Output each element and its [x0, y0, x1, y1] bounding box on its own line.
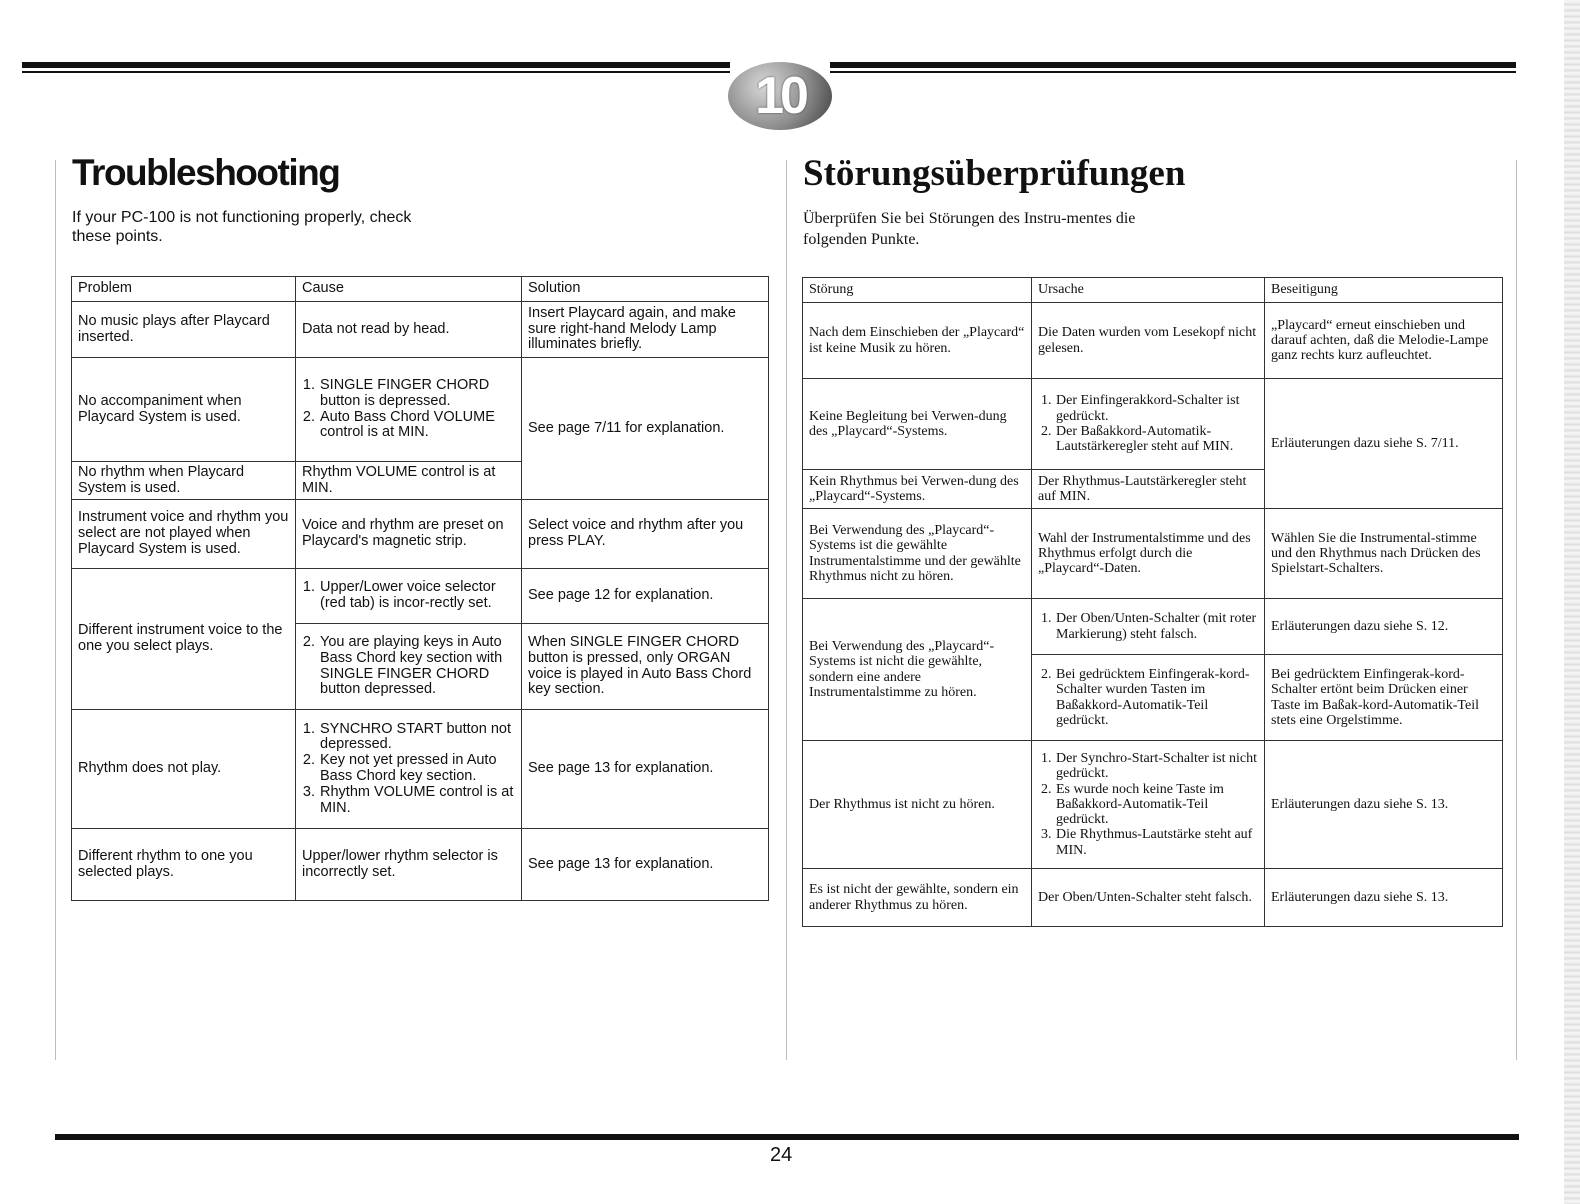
- cause-cell: [1032, 655, 1265, 741]
- table-row: [803, 869, 1503, 927]
- intro-german: Überprüfen Sie bei Störungen des Instru-mentes die folgenden Punkte.: [803, 210, 1136, 248]
- chapter-badge: [728, 62, 832, 130]
- problem-cell: No rhythm when Playcard System is used.: [72, 462, 296, 500]
- page-title-german: Störungsüberprüfungen: [803, 153, 1186, 194]
- solution-cell: When SINGLE FINGER CHORD button is pressed, only ORGAN voice is played in Auto Bass Chord key section.: [522, 624, 769, 710]
- table-row: [803, 303, 1503, 379]
- list-item: 2. Key not yet pressed in Auto Bass Chord key section.: [319, 753, 515, 785]
- problem-cell: Kein Rhythmus bei Verwen-dung des „Playcard“-Systems.: [803, 470, 1032, 509]
- cause-cell: [1032, 599, 1265, 655]
- problem-cell: Es ist nicht der gewählte, sondern ein anderer Rhythmus zu hören.: [803, 869, 1032, 927]
- problem-cell: Different instrument voice to the one you select plays.: [72, 569, 296, 710]
- list-item: 1. Der Oben/Unten-Schalter (mit roter Markierung) steht falsch.: [1055, 611, 1258, 642]
- cause-cell: Upper/lower rhythm selector is incorrectly set.: [296, 829, 522, 901]
- table-header-row: [72, 277, 769, 302]
- list-item: 1. SYNCHRO START button not depressed.: [319, 722, 515, 754]
- header-cause: Ursache: [1032, 278, 1265, 303]
- table-row: [803, 599, 1503, 655]
- header-problem: Problem: [72, 277, 296, 302]
- problem-cell: No music plays after Playcard inserted.: [72, 302, 296, 358]
- problem-cell: Der Rhythmus ist nicht zu hören.: [803, 741, 1032, 869]
- cause-cell: [296, 710, 522, 829]
- solution-cell: Bei gedrücktem Einfingerak-kord-Schalter ertönt beim Drücken einer Taste im Baßak-kord-Automatik-Teil stets eine Orgelstimme.: [1265, 655, 1503, 741]
- list-item: 1. Upper/Lower voice selector (red tab) is incor-rectly set.: [319, 580, 515, 612]
- cause-cell: [296, 358, 522, 462]
- cause-list: [1038, 667, 1258, 728]
- troubleshooting-table-german: [802, 277, 1503, 927]
- solution-cell: See page 12 for explanation.: [522, 569, 769, 624]
- cause-list: [302, 722, 515, 817]
- cause-cell: Data not read by head.: [296, 302, 522, 358]
- table-row: [803, 741, 1503, 869]
- table-row: [803, 509, 1503, 599]
- list-item: 1. SINGLE FINGER CHORD button is depressed.: [319, 378, 515, 410]
- chapter-number: 10: [755, 67, 805, 125]
- problem-cell: Nach dem Einschieben der „Playcard“ ist keine Musik zu hören.: [803, 303, 1032, 379]
- list-item: 1. Der Synchro-Start-Schalter ist nicht gedrückt.: [1055, 751, 1258, 782]
- list-item: 1. Der Einfingerakkord-Schalter ist gedrückt.: [1055, 393, 1258, 424]
- cause-list: [302, 378, 515, 441]
- list-item: 2. You are playing keys in Auto Bass Chord key section with SINGLE FINGER CHORD button depressed.: [319, 635, 515, 698]
- solution-cell: See page 13 for explanation.: [522, 710, 769, 829]
- problem-cell: Keine Begleitung bei Verwen-dung des „Playcard“-Systems.: [803, 379, 1032, 470]
- header-solution: Solution: [522, 277, 769, 302]
- problem-cell: Different rhythm to one you selected plays.: [72, 829, 296, 901]
- table-row: [72, 358, 769, 462]
- cause-cell: [296, 624, 522, 710]
- cause-cell: Voice and rhythm are preset on Playcard's magnetic strip.: [296, 500, 522, 569]
- solution-cell: See page 7/11 for explanation.: [522, 358, 769, 500]
- table-row: [72, 500, 769, 569]
- table-row: [803, 379, 1503, 470]
- list-item: 2. Bei gedrücktem Einfingerak-kord-Schalter wurden Tasten im Baßakkord-Automatik-Teil gedrückt.: [1055, 667, 1258, 728]
- solution-cell: Erläuterungen dazu siehe S. 13.: [1265, 741, 1503, 869]
- list-item: 2. Auto Bass Chord VOLUME control is at MIN.: [319, 410, 515, 442]
- cause-list: [1038, 393, 1258, 454]
- cause-cell: [296, 569, 522, 624]
- header-cause: Cause: [296, 277, 522, 302]
- problem-cell: Bei Verwendung des „Playcard“-Systems ist die gewählte Instrumentalstimme und der gewählte Rhythmus nicht zu hören.: [803, 509, 1032, 599]
- solution-cell: „Playcard“ erneut einschieben und darauf achten, daß die Melodie-Lampe ganz rechts kurz aufleuchtet.: [1265, 303, 1503, 379]
- bottom-rule: [55, 1134, 1519, 1140]
- intro-english: If your PC-100 is not functioning properly, check these points.: [72, 209, 412, 245]
- cause-list: [1038, 751, 1258, 858]
- solution-cell: Wählen Sie die Instrumental-stimme und den Rhythmus nach Drücken des Spielstart-Schalters.: [1265, 509, 1503, 599]
- solution-cell: Erläuterungen dazu siehe S. 12.: [1265, 599, 1503, 655]
- cause-cell: Wahl der Instrumentalstimme und des Rhythmus erfolgt durch die „Playcard“-Daten.: [1032, 509, 1265, 599]
- cause-cell: [1032, 379, 1265, 470]
- column-divider-left: [55, 160, 56, 1060]
- page-number: 24: [770, 1144, 793, 1166]
- top-rule-left-thin: [22, 71, 730, 73]
- solution-cell: Erläuterungen dazu siehe S. 13.: [1265, 869, 1503, 927]
- problem-cell: Rhythm does not play.: [72, 710, 296, 829]
- top-rule-right: [830, 62, 1516, 68]
- top-rule-right-thin: [830, 71, 1516, 73]
- problem-cell: No accompaniment when Playcard System is used.: [72, 358, 296, 462]
- troubleshooting-table-english: [71, 276, 769, 901]
- list-item: 2. Es wurde noch keine Taste im Baßakkord-Automatik-Teil gedrückt.: [1055, 782, 1258, 828]
- header-solution: Beseitigung: [1265, 278, 1503, 303]
- solution-cell: Select voice and rhythm after you press PLAY.: [522, 500, 769, 569]
- top-rule-left: [22, 62, 730, 68]
- cause-cell: Der Oben/Unten-Schalter steht falsch.: [1032, 869, 1265, 927]
- problem-cell: Bei Verwendung des „Playcard“-Systems ist nicht die gewählte, sondern eine andere Instrumentalstimme zu hören.: [803, 599, 1032, 741]
- cause-cell: Rhythm VOLUME control is at MIN.: [296, 462, 522, 500]
- list-item: 3. Rhythm VOLUME control is at MIN.: [319, 785, 515, 817]
- column-divider-right: [1516, 160, 1517, 1060]
- list-item: 2. Der Baßakkord-Automatik-Lautstärkeregler steht auf MIN.: [1055, 424, 1258, 455]
- table-header-row: [803, 278, 1503, 303]
- cause-cell: Die Daten wurden vom Lesekopf nicht gelesen.: [1032, 303, 1265, 379]
- cause-list: [1038, 611, 1258, 642]
- page-edge-shadow: [1564, 0, 1580, 1204]
- list-item: 3. Die Rhythmus-Lautstärke steht auf MIN.: [1055, 827, 1258, 858]
- solution-cell: Erläuterungen dazu siehe S. 7/11.: [1265, 379, 1503, 509]
- table-row: [72, 569, 769, 624]
- solution-cell: See page 13 for explanation.: [522, 829, 769, 901]
- page-title-english: Troubleshooting: [72, 152, 340, 193]
- cause-list: [302, 580, 515, 612]
- cause-list: [302, 635, 515, 698]
- solution-cell: Insert Playcard again, and make sure right-hand Melody Lamp illuminates briefly.: [522, 302, 769, 358]
- table-row: [72, 302, 769, 358]
- cause-cell: [1032, 741, 1265, 869]
- header-problem: Störung: [803, 278, 1032, 303]
- problem-cell: Instrument voice and rhythm you select are not played when Playcard System is used.: [72, 500, 296, 569]
- column-divider-center: [786, 160, 787, 1060]
- table-row: [72, 710, 769, 829]
- cause-cell: Der Rhythmus-Lautstärkeregler steht auf MIN.: [1032, 470, 1265, 509]
- table-row: [72, 829, 769, 901]
